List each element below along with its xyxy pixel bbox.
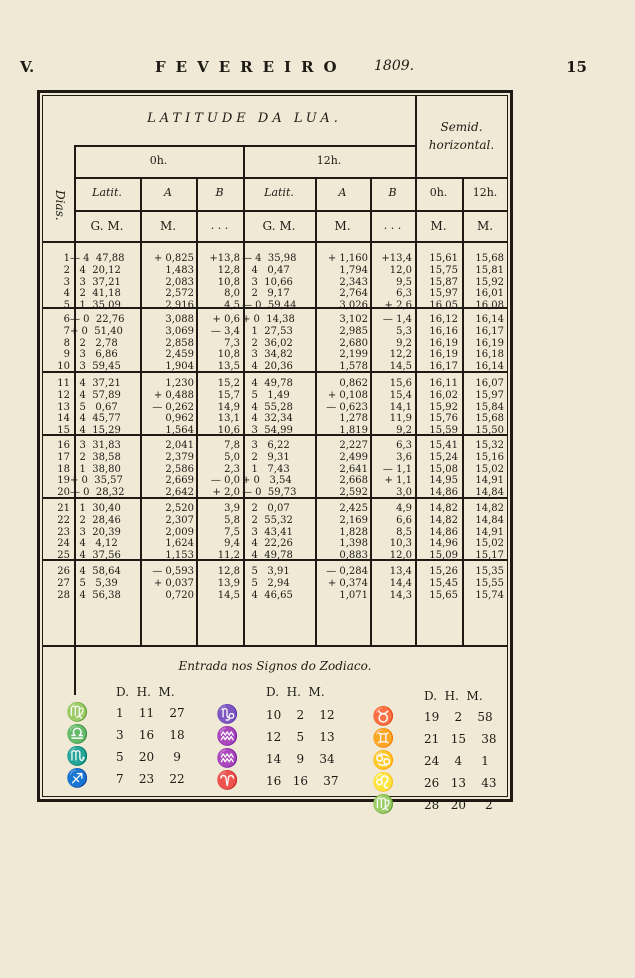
block-6-b0: 12,8 13,9 14,5 <box>217 566 240 601</box>
col-a-0: A <box>164 186 172 199</box>
block-2-b12: — 1,4 5,3 9,2 12,2 14,5 <box>382 314 412 373</box>
block-3-b0: 15,2 15,7 14,9 13,1 10,6 <box>217 378 240 437</box>
block-3-d: 11 12 13 14 15 <box>57 378 70 437</box>
block-6-a0: — 0,593 + 0,037 0,720 <box>152 566 194 601</box>
block-1-b12: +13,4 12,0 9,5 6,3 + 2,6 <box>381 253 412 312</box>
block-6-s12: 15,35 15,55 15,74 <box>475 566 504 601</box>
block-5-lat12: 2 0,07 2 55,32 3 43,41 4 22,26 4 49,78 <box>251 503 293 562</box>
zodiac-sign-icon: ♒ <box>216 726 239 747</box>
rule-h-title <box>74 145 415 147</box>
page-number: 15 <box>566 58 587 76</box>
block-1-a12: + 1,160 1,794 2,343 2,764 3,026 <box>327 253 368 312</box>
zodiac-entry: 26 13 43 <box>424 776 497 790</box>
block-6-b12: 13,4 14,4 14,3 <box>389 566 412 601</box>
zodiac-entry: 21 15 38 <box>424 732 497 746</box>
zodiac-sign-icon: ♎ <box>66 724 89 745</box>
zodiac-sign-icon: ♌ <box>372 772 395 793</box>
zodiac-entry: 16 16 37 <box>266 774 339 788</box>
block-6-a12: — 0,284 + 0,374 1,071 <box>326 566 368 601</box>
zodiac-sign-icon: ♋ <box>372 750 395 771</box>
block-4-s12: 15,32 15,16 15,02 14,91 14,84 <box>475 440 504 499</box>
zodiac-entry: 14 9 34 <box>266 752 335 766</box>
unit-latit-12: G. M. <box>262 219 296 233</box>
block-2-d: 6 7 8 9 10 <box>57 314 70 373</box>
block-2-a0: 3,088 3,069 2,858 2,459 1,904 <box>165 314 194 373</box>
block-1-d: 1 2 3 4 5 <box>63 253 70 312</box>
zodiac-entry: 28 20 2 <box>424 798 493 812</box>
block-1-b0: +13,8 12,8 10,8 8,0 4,5 <box>209 253 240 312</box>
rule-h-table-end <box>42 645 508 647</box>
block-6-s0: 15,26 15,45 15,65 <box>429 566 458 601</box>
zodiac-entry: 1 11 27 <box>116 706 185 720</box>
month-heading: FEVEREIRO <box>155 58 347 76</box>
zodiac-entry: 5 20 9 <box>116 750 181 764</box>
col-b-0: B <box>215 186 224 199</box>
zodiac-sign-icon: ♉ <box>372 706 395 727</box>
block-4-b0: 7,8 5,0 2,3 — 0,0 + 2,0 <box>210 440 240 499</box>
block-2-s12: 16,14 16,17 16,19 16,18 16,14 <box>475 314 504 373</box>
zodiac-sign-icon: ♊ <box>372 728 395 749</box>
zodiac-entry: 19 2 58 <box>424 710 493 724</box>
unit-a-0: M. <box>159 219 177 233</box>
semid-line-1: Semid. <box>440 120 483 134</box>
block-3-b12: 15,6 15,4 14,1 11,9 9,2 <box>389 378 412 437</box>
block-1-s0: 15,61 15,75 15,87 15,97 16,05 <box>429 253 458 312</box>
block-2-s0: 16,12 16,16 16,19 16,19 16,17 <box>429 314 458 373</box>
block-4-a0: 2,041 2,379 2,586 2,669 2,642 <box>165 440 194 499</box>
unit-a-12: M. <box>334 219 351 233</box>
block-3-s0: 16,11 16,02 15,92 15,76 15,59 <box>429 378 458 437</box>
zodiac-head-3: D. H. M. <box>424 689 483 703</box>
block-2-lat0: — 0 22,76 + 0 51,40 2 2,78 3 6,86 3 59,45 <box>70 314 125 373</box>
col-a-12: A <box>338 186 347 199</box>
block-1-lat12: — 4 35,98 4 0,47 3 10,66 2 9,17 — 0 59,44 <box>242 253 297 312</box>
unit-semid-12: M. <box>476 219 494 233</box>
col-semid-12: 12h. <box>472 186 498 199</box>
zodiac-entry: 12 5 13 <box>266 730 335 744</box>
zodiac-title: Entrada nos Signos do Zodiaco. <box>178 659 372 673</box>
unit-b-0: . . . <box>210 219 229 232</box>
semid-line-2: horizontal. <box>428 138 495 152</box>
block-5-lat0: 1 30,40 2 28,46 3 20,39 4 4,12 4 37,56 <box>79 503 121 562</box>
block-5-b0: 3,9 5,8 7,5 9,4 11,2 <box>217 503 240 562</box>
block-2-b0: + 0,6 — 3,4 7,3 10,8 13,5 <box>210 314 240 373</box>
block-5-b12: 4,9 6,6 8,5 10,3 12,0 <box>389 503 412 562</box>
block-1-a0: + 0,825 1,483 2,083 2,572 2,916 <box>153 253 194 312</box>
block-3-s12: 16,07 15,97 15,84 15,68 15,50 <box>475 378 504 437</box>
year-heading: 1809. <box>374 58 415 74</box>
block-1-lat0: — 4 47,88 4 20,12 3 37,21 2 41,18 1 35,09 <box>70 253 125 312</box>
col-latit-12: Latit. <box>264 186 294 199</box>
zodiac-entry: 10 2 12 <box>266 708 335 722</box>
zodiac-entry: 24 4 1 <box>424 754 489 768</box>
zodiac-sign-icon: ♏ <box>66 746 89 767</box>
zodiac-sign-icon: ♒ <box>216 748 239 769</box>
running-header <box>0 58 635 80</box>
section-label: V. <box>20 58 35 76</box>
hour-12-heading: 12h. <box>316 154 342 167</box>
rule-h-cols <box>74 210 508 212</box>
zodiac-head-2: D. H. M. <box>266 685 325 699</box>
table-title: LATITUDE DA LUA. <box>147 111 342 126</box>
block-3-lat0: 4 37,21 4 57,89 5 0,67 4 45,77 4 15,29 <box>79 378 121 437</box>
block-2-a12: 3,102 2,985 2,680 2,199 1,578 <box>339 314 368 373</box>
block-6-lat0: 4 58,64 5 5,39 4 56,38 <box>79 566 121 601</box>
rule-h-units <box>42 241 508 243</box>
rule-h-hours <box>74 177 508 179</box>
block-3-a0: 1,230 + 0,488 — 0,262 0,962 1,564 <box>152 378 194 437</box>
unit-b-12: . . . <box>383 219 402 232</box>
block-6-lat12: 5 3,91 5 2,94 4 46,65 <box>251 566 293 601</box>
zodiac-sign-icon: ♍ <box>66 702 89 723</box>
block-6-d: 26 27 28 <box>57 566 70 601</box>
rule-v-4 <box>315 177 317 645</box>
block-2-lat12: + 0 14,38 1 27,53 2 36,02 3 34,82 4 20,36 <box>242 314 295 373</box>
zodiac-sign-icon: ♈ <box>216 770 239 791</box>
block-4-lat12: 3 6,22 2 9,31 1 7,43 + 0 3,54 — 0 59,73 <box>242 440 297 499</box>
col-semid-0: 0h. <box>429 186 448 199</box>
unit-semid-0: M. <box>430 219 447 233</box>
block-4-s0: 15,41 15,24 15,08 14,95 14,86 <box>429 440 458 499</box>
block-5-s0: 14,82 14,82 14,86 14,96 15,09 <box>429 503 458 562</box>
col-b-12: B <box>388 186 397 199</box>
block-3-lat12: 4 49,78 5 1,49 4 55,28 4 32,34 3 54,99 <box>251 378 293 437</box>
block-4-a12: 2,227 2,499 2,641 2,668 2,592 <box>339 440 368 499</box>
block-5-d: 21 22 23 24 25 <box>57 503 70 562</box>
block-1-s12: 15,68 15,81 15,92 16,01 16,08 <box>475 253 504 312</box>
block-3-a12: 0,862 + 0,108 — 0,623 1,278 1,819 <box>326 378 368 437</box>
zodiac-sign-icon: ♍ <box>372 794 395 815</box>
zodiac-entry: 7 23 22 <box>116 772 185 786</box>
col-latit-0: Latit. <box>92 186 122 199</box>
hour-0-heading: 0h. <box>149 154 168 167</box>
block-4-d: 16 17 18 19 20 <box>57 440 70 499</box>
block-4-lat0: 3 31,83 2 38,58 1 38,80 + 0 35,57 — 0 28,32 <box>70 440 125 499</box>
zodiac-entry: 3 16 18 <box>116 728 185 742</box>
block-4-b12: 6,3 3,6 — 1,1 + 1,1 3,0 <box>382 440 412 499</box>
dias-heading: Dias. <box>53 190 67 221</box>
block-5-a0: 2,520 2,307 2,009 1,624 1,153 <box>165 503 194 562</box>
block-5-a12: 2,425 2,169 1,828 1,398 0,883 <box>339 503 368 562</box>
zodiac-sign-icon: ♐ <box>66 768 89 789</box>
zodiac-sign-icon: ♑ <box>216 704 239 725</box>
zodiac-head-1: D. H. M. <box>116 685 175 699</box>
unit-latit-0: G. M. <box>90 219 124 233</box>
block-5-s12: 14,82 14,84 14,91 15,02 15,17 <box>475 503 504 562</box>
